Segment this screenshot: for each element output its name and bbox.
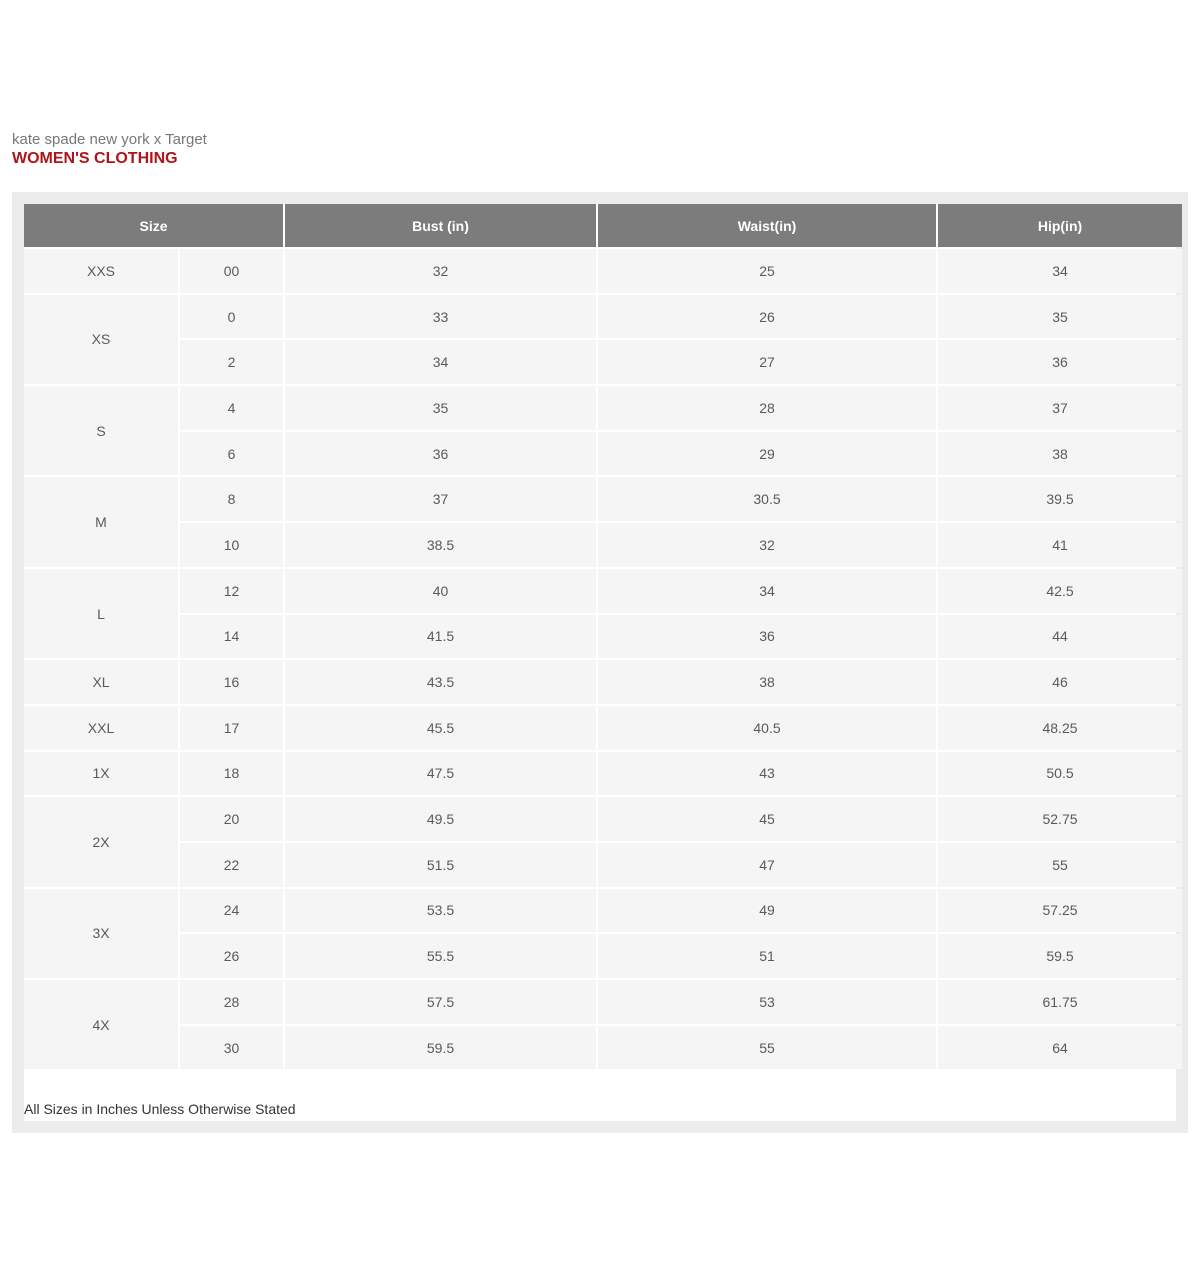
waist-cell: 38 [598, 660, 936, 704]
size-chart-body [24, 249, 1182, 1069]
size-number-cell: 26 [180, 934, 283, 978]
hip-cell: 39.5 [938, 477, 1182, 521]
hip-cell: 42.5 [938, 569, 1182, 613]
table-row [24, 386, 1182, 430]
waist-cell: 55 [598, 1026, 936, 1070]
hip-cell: 59.5 [938, 934, 1182, 978]
size-label-cell: 1X [24, 752, 178, 796]
bust-cell: 49.5 [285, 797, 596, 841]
bust-cell: 51.5 [285, 843, 596, 887]
hip-cell: 36 [938, 340, 1182, 384]
waist-cell: 45 [598, 797, 936, 841]
size-number-cell: 17 [180, 706, 283, 750]
waist-cell: 49 [598, 889, 936, 933]
table-row [24, 797, 1182, 841]
size-label-cell: 3X [24, 889, 178, 978]
bust-cell: 45.5 [285, 706, 596, 750]
waist-cell: 25 [598, 249, 936, 293]
size-number-cell: 10 [180, 523, 283, 567]
table-row [24, 615, 1182, 659]
size-number-cell: 20 [180, 797, 283, 841]
bust-cell: 35 [285, 386, 596, 430]
waist-cell: 51 [598, 934, 936, 978]
table-row [24, 1026, 1182, 1070]
size-number-cell: 12 [180, 569, 283, 613]
waist-cell: 43 [598, 752, 936, 796]
column-header-hip: Hip(in) [938, 204, 1182, 247]
bust-cell: 33 [285, 295, 596, 339]
size-label-cell: XL [24, 660, 178, 704]
table-row [24, 432, 1182, 476]
size-label-cell: XXS [24, 249, 178, 293]
size-chart-panel [12, 192, 1188, 1133]
table-row [24, 569, 1182, 613]
waist-cell: 32 [598, 523, 936, 567]
size-number-cell: 0 [180, 295, 283, 339]
column-header-size: Size [24, 204, 283, 247]
hip-cell: 52.75 [938, 797, 1182, 841]
hip-cell: 41 [938, 523, 1182, 567]
footnote: All Sizes in Inches Unless Otherwise Stated [24, 1101, 296, 1117]
size-number-cell: 24 [180, 889, 283, 933]
hip-cell: 64 [938, 1026, 1182, 1070]
size-label-cell: 2X [24, 797, 178, 886]
bust-cell: 47.5 [285, 752, 596, 796]
bust-cell: 55.5 [285, 934, 596, 978]
table-row [24, 752, 1182, 796]
column-header-bust: Bust (in) [285, 204, 596, 247]
bust-cell: 37 [285, 477, 596, 521]
bust-cell: 38.5 [285, 523, 596, 567]
size-number-cell: 30 [180, 1026, 283, 1070]
bust-cell: 53.5 [285, 889, 596, 933]
size-number-cell: 8 [180, 477, 283, 521]
bust-cell: 40 [285, 569, 596, 613]
bust-cell: 57.5 [285, 980, 596, 1024]
chart-heading [12, 130, 207, 168]
bust-cell: 34 [285, 340, 596, 384]
size-number-cell: 2 [180, 340, 283, 384]
table-row [24, 249, 1182, 293]
waist-cell: 47 [598, 843, 936, 887]
hip-cell: 34 [938, 249, 1182, 293]
table-row [24, 706, 1182, 750]
table-row [24, 523, 1182, 567]
waist-cell: 27 [598, 340, 936, 384]
brand-title: kate spade new york x Target [12, 131, 207, 148]
waist-cell: 28 [598, 386, 936, 430]
size-chart-inner [24, 204, 1176, 1121]
hip-cell: 61.75 [938, 980, 1182, 1024]
table-row [24, 889, 1182, 933]
bust-cell: 41.5 [285, 615, 596, 659]
size-number-cell: 6 [180, 432, 283, 476]
hip-cell: 50.5 [938, 752, 1182, 796]
table-row [24, 934, 1182, 978]
waist-cell: 29 [598, 432, 936, 476]
category-title: WOMEN'S CLOTHING [12, 150, 178, 167]
size-number-cell: 4 [180, 386, 283, 430]
size-label-cell: XS [24, 295, 178, 384]
table-header-row [24, 204, 1182, 247]
waist-cell: 26 [598, 295, 936, 339]
waist-cell: 30.5 [598, 477, 936, 521]
size-label-cell: M [24, 477, 178, 566]
waist-cell: 34 [598, 569, 936, 613]
table-row [24, 340, 1182, 384]
table-row [24, 980, 1182, 1024]
size-chart-table [22, 202, 1184, 1071]
size-number-cell: 28 [180, 980, 283, 1024]
bust-cell: 36 [285, 432, 596, 476]
size-number-cell: 22 [180, 843, 283, 887]
hip-cell: 44 [938, 615, 1182, 659]
column-header-waist: Waist(in) [598, 204, 936, 247]
waist-cell: 53 [598, 980, 936, 1024]
table-row [24, 477, 1182, 521]
hip-cell: 37 [938, 386, 1182, 430]
hip-cell: 57.25 [938, 889, 1182, 933]
size-number-cell: 14 [180, 615, 283, 659]
hip-cell: 38 [938, 432, 1182, 476]
hip-cell: 46 [938, 660, 1182, 704]
size-label-cell: S [24, 386, 178, 475]
table-row [24, 843, 1182, 887]
waist-cell: 40.5 [598, 706, 936, 750]
hip-cell: 35 [938, 295, 1182, 339]
table-row [24, 660, 1182, 704]
waist-cell: 36 [598, 615, 936, 659]
hip-cell: 48.25 [938, 706, 1182, 750]
hip-cell: 55 [938, 843, 1182, 887]
size-number-cell: 18 [180, 752, 283, 796]
bust-cell: 43.5 [285, 660, 596, 704]
size-number-cell: 00 [180, 249, 283, 293]
size-label-cell: XXL [24, 706, 178, 750]
bust-cell: 32 [285, 249, 596, 293]
size-label-cell: L [24, 569, 178, 658]
bust-cell: 59.5 [285, 1026, 596, 1070]
size-number-cell: 16 [180, 660, 283, 704]
table-row [24, 295, 1182, 339]
size-label-cell: 4X [24, 980, 178, 1069]
